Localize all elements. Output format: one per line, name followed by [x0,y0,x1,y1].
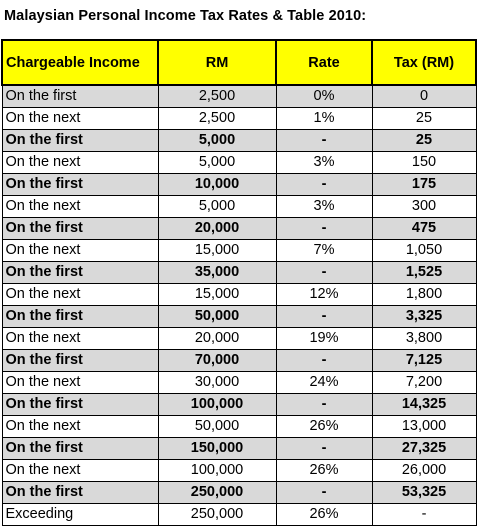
cell-tax-rm: 475 [372,218,476,240]
cell-income-label: On the first [2,85,158,108]
table-row [2,328,476,350]
table-row [2,152,476,174]
cell-rate: 19% [276,328,372,350]
tax-rate-table [1,39,477,526]
cell-tax-rm: 3,325 [372,306,476,328]
cell-tax-rm: 53,325 [372,482,476,504]
cell-income-label: On the first [2,438,158,460]
cell-amount-rm: 5,000 [158,130,276,152]
cell-income-label: On the first [2,262,158,284]
cell-tax-rm: 300 [372,196,476,218]
cell-rate: - [276,306,372,328]
table-row [2,240,476,262]
header-rm: RM [158,40,276,85]
cell-tax-rm: 1,525 [372,262,476,284]
header-chargeable-income: Chargeable Income [2,40,158,85]
cell-rate: 26% [276,416,372,438]
cell-income-label: On the next [2,372,158,394]
cell-rate: 3% [276,152,372,174]
cell-tax-rm: 7,200 [372,372,476,394]
cell-income-label: On the next [2,460,158,482]
table-row [2,174,476,196]
cell-tax-rm: 7,125 [372,350,476,372]
cell-income-label: Exceeding [2,504,158,526]
cell-tax-rm: 1,050 [372,240,476,262]
cell-income-label: On the next [2,416,158,438]
cell-rate: - [276,262,372,284]
table-row [2,284,476,306]
cell-rate: - [276,350,372,372]
table-row [2,218,476,240]
cell-rate: 26% [276,504,372,526]
cell-tax-rm: 150 [372,152,476,174]
cell-amount-rm: 250,000 [158,504,276,526]
cell-income-label: On the first [2,218,158,240]
cell-income-label: On the next [2,108,158,130]
cell-rate: - [276,218,372,240]
cell-income-label: On the next [2,152,158,174]
table-row [2,306,476,328]
table-row [2,108,476,130]
cell-rate: 12% [276,284,372,306]
cell-rate: 3% [276,196,372,218]
cell-amount-rm: 50,000 [158,306,276,328]
cell-amount-rm: 2,500 [158,108,276,130]
cell-tax-rm: 3,800 [372,328,476,350]
cell-amount-rm: 35,000 [158,262,276,284]
cell-amount-rm: 50,000 [158,416,276,438]
cell-income-label: On the next [2,196,158,218]
cell-amount-rm: 15,000 [158,240,276,262]
cell-tax-rm: 0 [372,85,476,108]
cell-rate: 7% [276,240,372,262]
table-row [2,262,476,284]
table-row [2,504,476,526]
header-tax-rm: Tax (RM) [372,40,476,85]
cell-income-label: On the first [2,394,158,416]
cell-tax-rm: 27,325 [372,438,476,460]
cell-amount-rm: 10,000 [158,174,276,196]
table-row [2,416,476,438]
cell-tax-rm: - [372,504,476,526]
table-row [2,372,476,394]
table-row [2,196,476,218]
cell-rate: - [276,482,372,504]
cell-amount-rm: 150,000 [158,438,276,460]
cell-tax-rm: 14,325 [372,394,476,416]
cell-amount-rm: 30,000 [158,372,276,394]
table-row [2,130,476,152]
cell-rate: 24% [276,372,372,394]
cell-tax-rm: 25 [372,108,476,130]
cell-income-label: On the first [2,306,158,328]
cell-tax-rm: 1,800 [372,284,476,306]
cell-tax-rm: 13,000 [372,416,476,438]
page-title: Malaysian Personal Income Tax Rates & Table 2010: [4,8,367,24]
cell-amount-rm: 15,000 [158,284,276,306]
cell-amount-rm: 100,000 [158,394,276,416]
cell-income-label: On the next [2,284,158,306]
table-row [2,438,476,460]
cell-income-label: On the next [2,240,158,262]
cell-rate: - [276,130,372,152]
cell-income-label: On the first [2,350,158,372]
cell-amount-rm: 5,000 [158,152,276,174]
cell-rate: 26% [276,460,372,482]
cell-amount-rm: 20,000 [158,218,276,240]
cell-amount-rm: 20,000 [158,328,276,350]
table-row [2,350,476,372]
table-row [2,482,476,504]
cell-rate: 0% [276,85,372,108]
table-row [2,460,476,482]
cell-rate: - [276,174,372,196]
cell-amount-rm: 2,500 [158,85,276,108]
cell-income-label: On the first [2,174,158,196]
table-body [2,85,476,526]
cell-amount-rm: 70,000 [158,350,276,372]
cell-rate: 1% [276,108,372,130]
cell-income-label: On the first [2,482,158,504]
cell-tax-rm: 25 [372,130,476,152]
cell-rate: - [276,394,372,416]
cell-rate: - [276,438,372,460]
cell-tax-rm: 26,000 [372,460,476,482]
cell-tax-rm: 175 [372,174,476,196]
cell-income-label: On the next [2,328,158,350]
cell-amount-rm: 250,000 [158,482,276,504]
table-header-row [2,40,476,85]
cell-income-label: On the first [2,130,158,152]
cell-amount-rm: 100,000 [158,460,276,482]
table-row [2,85,476,108]
table-row [2,394,476,416]
header-rate: Rate [276,40,372,85]
cell-amount-rm: 5,000 [158,196,276,218]
